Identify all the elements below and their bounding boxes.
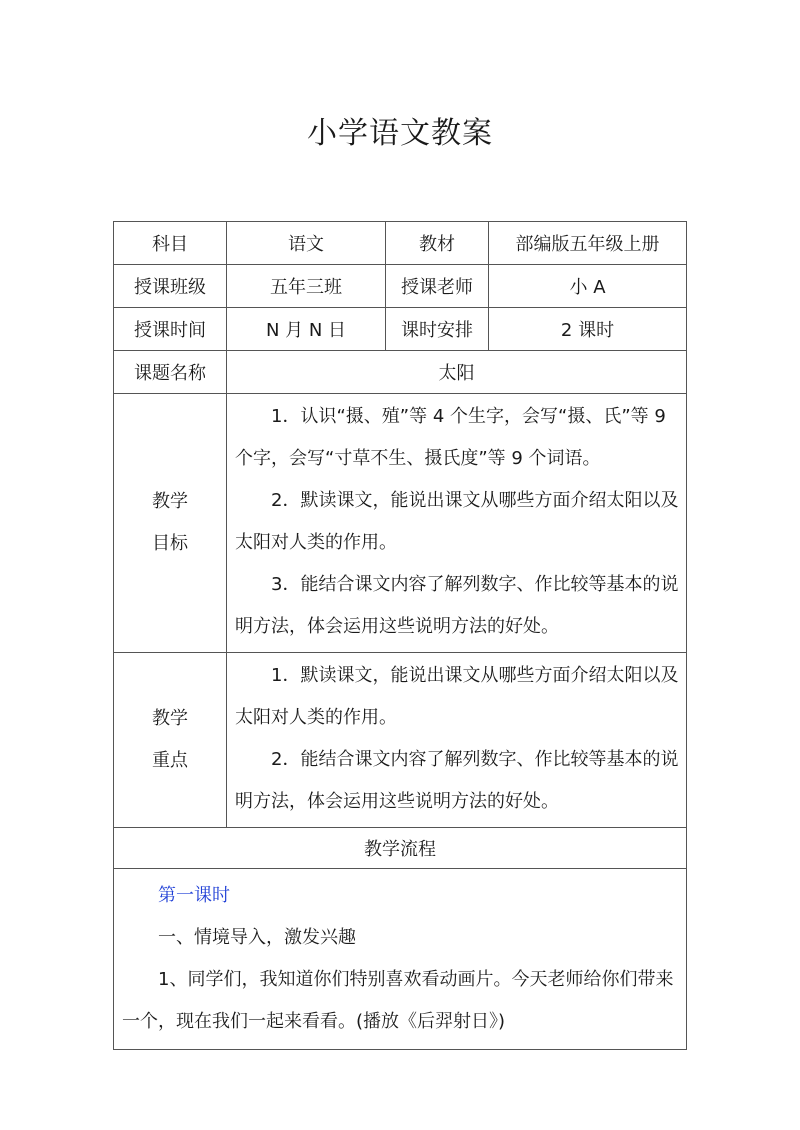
key-points-label <box>114 653 227 828</box>
flow-step-heading: 一、情境导入，激发兴趣 <box>158 927 356 948</box>
teacher-label: 授课老师 <box>386 265 489 308</box>
goal-item: 2．默读课文，能说出课文从哪些方面介绍太阳以及太阳对人类的作用。 <box>235 490 679 553</box>
flow-content <box>114 869 687 1050</box>
key-point-item: 2．能结合课文内容了解列数字、作比较等基本的说明方法，体会运用这些说明方法的好处。 <box>235 749 679 812</box>
textbook-label: 教材 <box>386 222 489 265</box>
subject-label: 科目 <box>114 222 227 265</box>
key-label-line1: 教学 <box>152 708 188 729</box>
key-point-item: 1．默读课文，能说出课文从哪些方面介绍太阳以及太阳对人类的作用。 <box>235 665 679 728</box>
table-row <box>114 222 687 265</box>
time-value: N 月 N 日 <box>227 308 386 351</box>
topic-value: 太阳 <box>227 351 687 394</box>
goals-label <box>114 394 227 653</box>
teacher-value: 小 A <box>489 265 687 308</box>
topic-label: 课题名称 <box>114 351 227 394</box>
table-row <box>114 265 687 308</box>
schedule-label: 课时安排 <box>386 308 489 351</box>
table-row <box>114 394 687 653</box>
lesson-heading: 第一课时 <box>158 885 230 906</box>
key-points-content <box>227 653 687 828</box>
goals-label-line2: 目标 <box>152 533 188 554</box>
flow-paragraph: 1、同学们，我知道你们特别喜欢看动画片。今天老师给你们带来一个，现在我们一起来看看。(播放《后羿射日》) <box>122 969 674 1032</box>
subject-value: 语文 <box>227 222 386 265</box>
class-value: 五年三班 <box>227 265 386 308</box>
goal-item: 1．认识“摄、殖”等 4 个生字，会写“摄、氏”等 9 个字，会写“寸草不生、摄氏度”等 9 个词语。 <box>235 406 666 469</box>
table-row <box>114 351 687 394</box>
class-label: 授课班级 <box>114 265 227 308</box>
goals-content <box>227 394 687 653</box>
table-row <box>114 308 687 351</box>
goal-item: 3．能结合课文内容了解列数字、作比较等基本的说明方法，体会运用这些说明方法的好处。 <box>235 574 679 637</box>
textbook-value: 部编版五年级上册 <box>489 222 687 265</box>
time-label: 授课时间 <box>114 308 227 351</box>
schedule-value: 2 课时 <box>489 308 687 351</box>
table-row <box>114 653 687 828</box>
lesson-plan-table <box>113 221 687 1050</box>
page-title: 小学语文教案 <box>307 116 493 151</box>
key-label-line2: 重点 <box>152 750 188 771</box>
table-row <box>114 869 687 1050</box>
flow-title: 教学流程 <box>114 828 687 869</box>
goals-label-line1: 教学 <box>152 491 188 512</box>
table-row <box>114 828 687 869</box>
